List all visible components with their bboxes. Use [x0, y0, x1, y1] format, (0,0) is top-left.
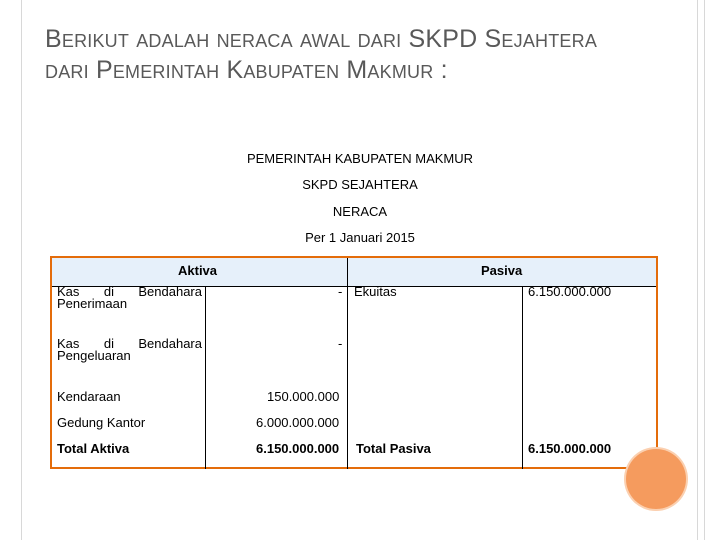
pasiva-label-ekuitas: Ekuitas [354, 284, 397, 299]
column-divider-1 [205, 286, 206, 469]
total-aktiva-value: 6.150.000.000 [256, 441, 340, 456]
aktiva-value-kas-pengeluaran: - [338, 336, 343, 351]
header-government: PEMERINTAH KABUPATEN MAKMUR [246, 151, 474, 166]
header-skpd: SKPD SEJAHTERA [302, 177, 418, 192]
header-report: NERACA [332, 204, 388, 219]
pasiva-value-ekuitas: 6.150.000.000 [528, 284, 612, 299]
total-aktiva-label: Total Aktiva [57, 441, 130, 456]
table-header-row [52, 258, 656, 287]
aktiva-label-kas-penerimaan: Kas di Bendahara Penerimaan [57, 284, 202, 311]
decorative-right-line-outer [704, 0, 705, 540]
slide-title: Berikut adalah neraca awal dari SKPD Sejahtera dari Pemerintah Kabupaten Makmur : [45, 25, 598, 84]
header-date: Per 1 Januari 2015 [305, 230, 415, 245]
decorative-left-line [21, 0, 22, 540]
total-pasiva-value: 6.150.000.000 [528, 441, 612, 456]
aktiva-value-kas-penerimaan: - [338, 284, 343, 299]
column-divider-2 [347, 286, 348, 469]
decorative-right-line [697, 0, 698, 540]
aktiva-value-kendaraan: 150.000.000 [267, 389, 340, 404]
aktiva-label-kas-pengeluaran: Kas di Bendahara Pengeluaran [57, 336, 202, 363]
header-pasiva: Pasiva [481, 263, 523, 278]
column-divider-3 [522, 286, 523, 469]
total-pasiva-label: Total Pasiva [356, 441, 431, 456]
aktiva-value-gedung-kantor: 6.000.000.000 [256, 415, 340, 430]
header-divider [347, 258, 348, 286]
aktiva-label-gedung-kantor: Gedung Kantor [57, 415, 146, 430]
decorative-orange-circle [626, 449, 686, 509]
header-aktiva: Aktiva [178, 263, 218, 278]
aktiva-label-kendaraan: Kendaraan [57, 389, 121, 404]
